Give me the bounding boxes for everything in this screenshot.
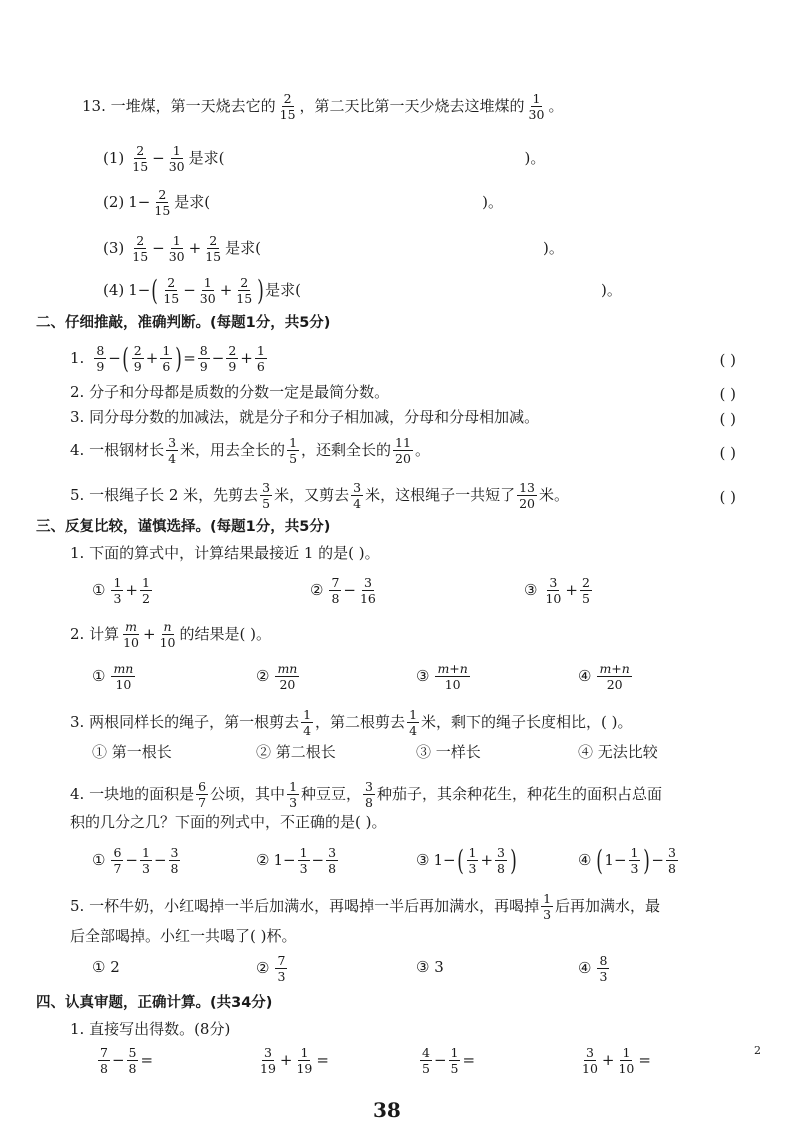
choice-q3: 3. 两根同样长的绳子，第一根剪去 $\frac{1}{4}$ ，第二根剪去 $\frac{1}{4}$ 米，剩下的绳子长度相比，( )。	[70, 707, 633, 739]
choice-q4-opt2[interactable]: ② 1 − $\frac{1}{3}$ − $\frac{3}{8}$	[256, 845, 337, 877]
choice-q5-opt3[interactable]: ③ 3	[416, 958, 444, 976]
choice-q4-opt4[interactable]: ④ ( 1 − $\frac{1}{3}$ ) − $\frac{3}{8}$	[578, 843, 676, 877]
calc-sub1-title: 1. 直接写出得数。(8分)	[70, 1020, 231, 1038]
section-4-title: 四、认真审题，正确计算。(共34分)	[36, 995, 273, 1011]
choice-q2: 2. 计算 $\frac{m}{10}$ + $\frac{n}{10}$ 的结果是( )。	[70, 619, 271, 651]
choice-q3-opt2[interactable]: ② 第二根长	[256, 743, 336, 761]
choice-q1: 1. 下面的算式中，计算结果最接近 1 的是( )。	[70, 544, 380, 562]
choice-q2-opt2[interactable]: ② $\frac{mn}{20}$	[256, 661, 298, 693]
choice-q1-opt2[interactable]: ② $\frac{7}{8}$ − $\frac{3}{16}$	[310, 575, 376, 607]
choice-q5-opt1[interactable]: ① 2	[92, 958, 120, 976]
calc-item-4: $\frac{3}{10}$ + $\frac{1}{10}$ =	[582, 1045, 651, 1077]
choice-q5: 5. 一杯牛奶，小红喝掉一半后加满水，再喝掉一半后再加满水，再喝掉 $\frac{1}{3}$ 后再加满水，最	[70, 891, 661, 923]
judge-item-3: 3. 同分母分数的加减法，就是分子和分子相加减，分母和分母相加减。	[70, 408, 540, 426]
q13-text-b: ，第二天比第一天少烧去这堆煤的	[299, 97, 525, 116]
q13-stem: 13. 一堆煤，第一天烧去它的 $\frac{2}{15}$ ，第二天比第一天少烧去这堆煤的 $\frac{1}{30}$ 。	[82, 91, 564, 123]
choice-q5-opt4[interactable]: ④ $\frac{8}{3}$	[578, 953, 608, 985]
choice-q2-opt3[interactable]: ③ $\frac{m+n}{10}$	[416, 661, 468, 693]
section-2-title: 二、仔细推敲，准确判断。(每题1分，共5分)	[36, 315, 331, 331]
choice-q3-opt4[interactable]: ④ 无法比较	[578, 743, 658, 761]
calc-item-3: $\frac{4}{5}$ − $\frac{1}{5}$ =	[422, 1045, 476, 1077]
choice-q4-line2: 积的几分之几？下面的列式中，不正确的是( )。	[70, 813, 387, 831]
judge-item-4: 4. 一根钢材长 $\frac{3}{4}$ 米，用去全长的 $\frac{1}{5}$ ，还剩全长的 $\frac{11}{20}$ 。	[70, 435, 430, 467]
judge-paren-5[interactable]: ( )	[719, 488, 736, 506]
judge-item-5: 5. 一根绳子长 2 米，先剪去 $\frac{3}{5}$ 米，又剪去 $\frac{3}{4}$ 米，这根绳子一共短了 $\frac{13}{20}$ 米。	[70, 480, 570, 512]
section-3-title: 三、反复比较，谨慎选择。(每题1分，共5分)	[36, 519, 331, 535]
judge-paren-3[interactable]: ( )	[719, 410, 736, 428]
q13-part-4: (4) 1 − ( $\frac{2}{15}$ − $\frac{1}{30}$ + $\frac{2}{15}$ ) 是求( )。	[103, 273, 622, 307]
choice-q3-opt1[interactable]: ① 第一根长	[92, 743, 172, 761]
choice-q4-opt1[interactable]: ① $\frac{6}{7}$ − $\frac{1}{3}$ − $\frac{3}{8}$	[92, 845, 179, 877]
judge-paren-1[interactable]: ( )	[719, 351, 736, 369]
q13-part-3: (3) $\frac{2}{15}$ − $\frac{1}{30}$ + $\frac{2}{15}$ 是求( )。	[103, 233, 564, 265]
judge-paren-2[interactable]: ( )	[719, 385, 736, 403]
calc-item-2: $\frac{3}{19}$ + $\frac{1}{19}$ =	[260, 1045, 329, 1077]
choice-q2-opt4[interactable]: ④ $\frac{m+n}{20}$	[578, 661, 630, 693]
judge-paren-4[interactable]: ( )	[719, 444, 736, 462]
choice-q1-opt1[interactable]: ① $\frac{1}{3}$ + $\frac{1}{2}$	[92, 575, 150, 607]
choice-q2-opt1[interactable]: ① $\frac{mn}{10}$	[92, 661, 134, 693]
side-mark: 2	[754, 1044, 761, 1057]
page-number: 38	[373, 1098, 401, 1122]
calc-item-1: $\frac{7}{8}$ − $\frac{5}{8}$ =	[100, 1045, 154, 1077]
choice-q5-opt2[interactable]: ② $\frac{7}{3}$	[256, 953, 286, 985]
q13-part-2: (2) 1 − $\frac{2}{15}$ 是求( )。	[103, 187, 503, 219]
choice-q3-opt3[interactable]: ③ 一样长	[416, 743, 481, 761]
judge-item-1: 1. $\frac{8}{9}$ − ( $\frac{2}{9}$ + $\frac{1}{6}$ ) = $\frac{8}{9}$ − $\frac{2}{9}$ + $\frac{1}{6}$	[70, 341, 265, 375]
choice-q5-line2: 后全部喝掉。小红一共喝了( )杯。	[70, 927, 297, 945]
choice-q4: 4. 一块地的面积是 $\frac{6}{7}$ 公顷，其中 $\frac{1}{3}$ 种豆豆， $\frac{3}{8}$ 种茄子，其余种花生，种花生的面积占总面	[70, 779, 662, 811]
q13-frac-1-30: $\frac{1}{30}$	[528, 91, 545, 123]
q13-frac-2-15: $\frac{2}{15}$	[279, 91, 296, 123]
q13-part-1: (1) $\frac{2}{15}$ − $\frac{1}{30}$ 是求( )。	[103, 143, 546, 175]
judge-item-2: 2. 分子和分母都是质数的分数一定是最简分数。	[70, 383, 390, 401]
q13-text-a: 13. 一堆煤，第一天烧去它的	[82, 97, 276, 116]
choice-q1-opt3[interactable]: ③ $\frac{3}{10}$ + $\frac{2}{5}$	[524, 575, 590, 607]
choice-q4-opt3[interactable]: ③ 1 − ( $\frac{1}{3}$ + $\frac{3}{8}$ )	[416, 843, 517, 877]
